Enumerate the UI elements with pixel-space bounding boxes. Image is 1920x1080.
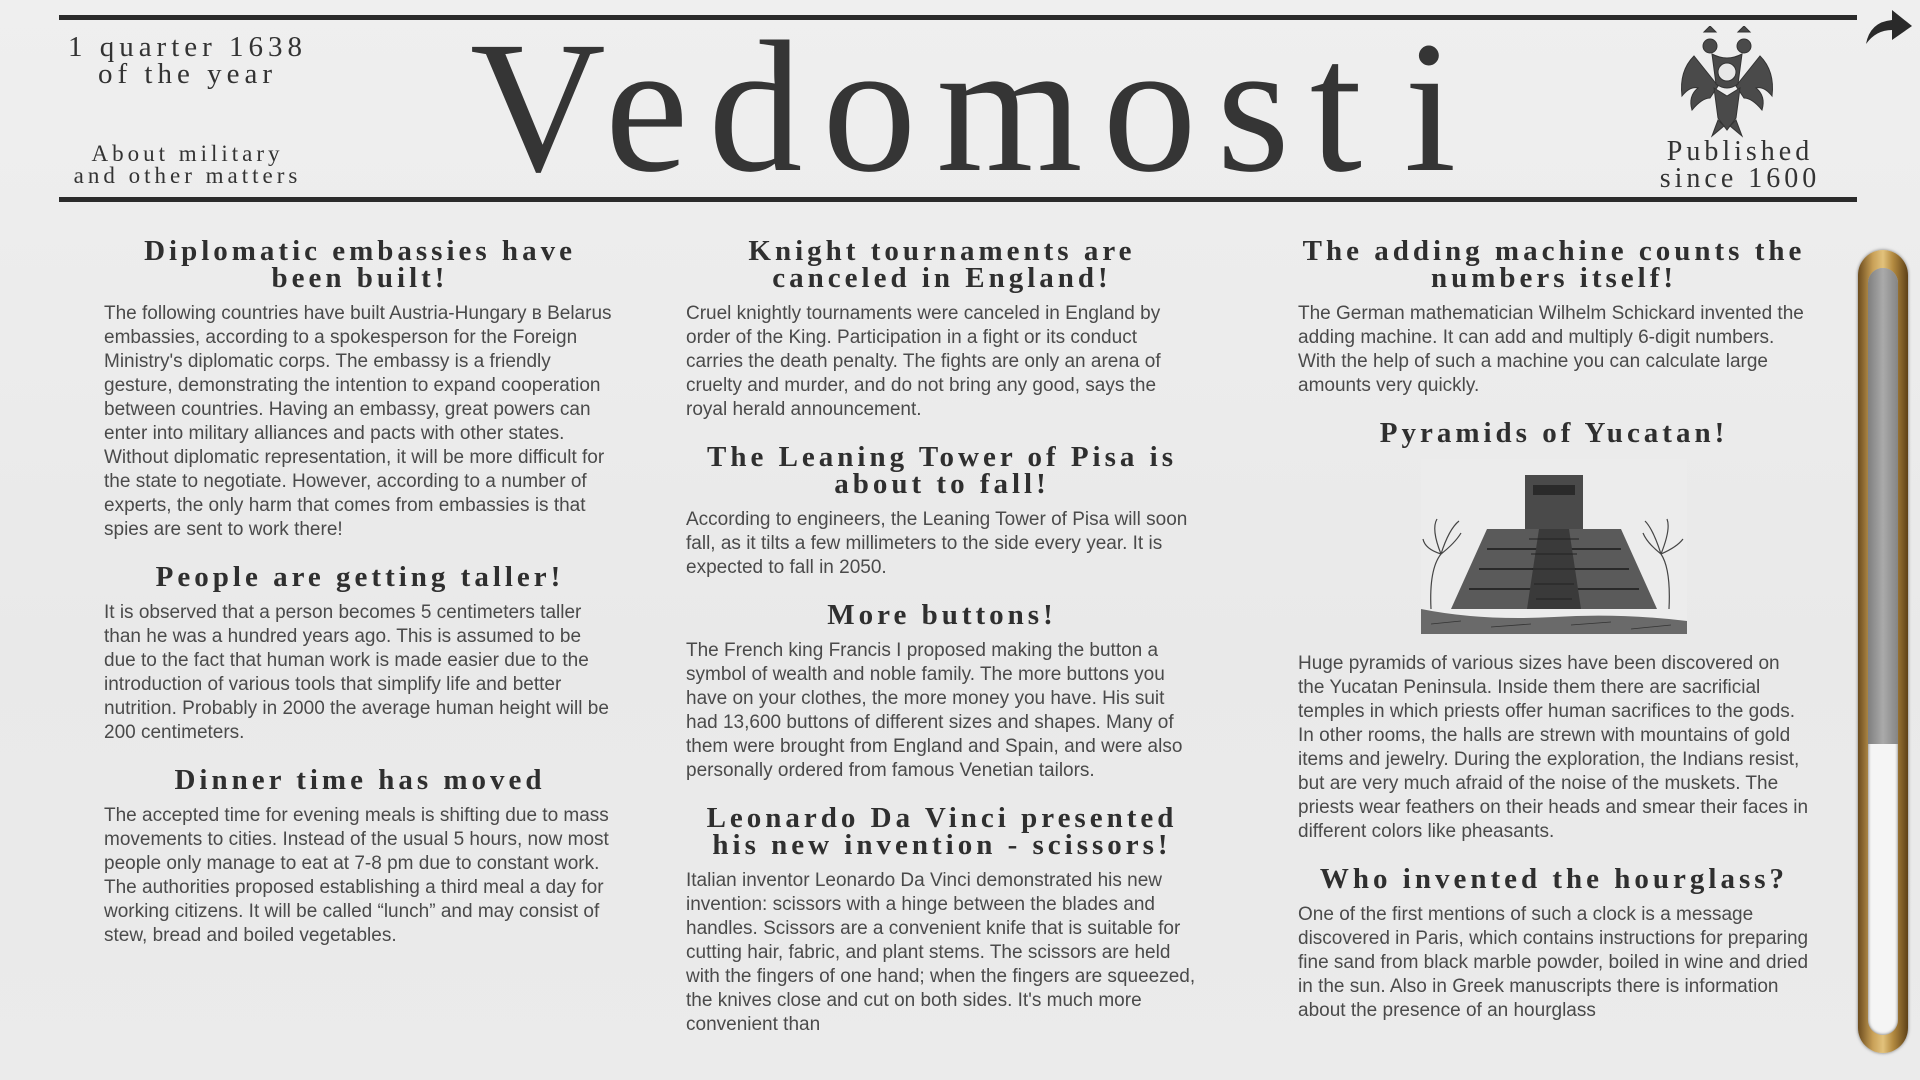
issue-topic <box>60 143 315 187</box>
issue-date <box>60 31 315 90</box>
article-dinner <box>104 764 616 948</box>
issue-topic-line2: and other matters <box>73 163 302 188</box>
article-body: The German mathematician Wilhelm Schickard invented the adding machine. It can add and multiply 6-digit numbers. With the help of such a machine you can calculate large amounts very quickly. <box>1298 303 1804 396</box>
article-headline: Knight tournaments are canceled in England! <box>748 235 1136 294</box>
article-body: The following countries have built Austria-Hungary в Belarus embassies, according to a spokesperson for the Foreign Ministry's diplomatic corps. The embassy is a friendly gesture, demonstrating the intention to expand cooperation between countries. Having an embassy, great powers can enter into military alliances and pacts with other states. Without diplomatic representation, it will be more difficult for the state to negotiate. However, according to a number of experts, the only harm that comes from embassies is that spies are sent to work there! <box>104 303 612 540</box>
title-t: t <box>1309 2 1405 211</box>
article-tournaments <box>686 235 1198 422</box>
article-body: It is observed that a person becomes 5 centimeters taller than he was a hundred years ago. This is assumed to be due to the fact that human work is made easier due to the introduction of various tools that simplify life and better nutrition. Probably in 2000 the average human height will be 200 centimeters. <box>104 602 609 743</box>
article-body: The French king Francis I proposed making the button a symbol of wealth and noble family. The more buttons you have on your clothes, the more money you have. His suit had 13,600 buttons of different sizes and shapes. Many of them were brought from England and Spain, and were also personally ordered from famous Venetian tailors. <box>686 640 1183 781</box>
published-line2: since 1600 <box>1659 163 1821 194</box>
article-headline: The Leaning Tower of Pisa is about to fall! <box>707 441 1177 500</box>
article-pyramids <box>1298 417 1810 844</box>
article-body: Huge pyramids of various sizes have been discovered on the Yucatan Peninsula. Inside them there are sacrificial temples in which priests offer human sacrifices to the gods. In other rooms, the halls are strewn with mountains of gold items and jewelry. During the exploration, the Indians resist, but are very much afraid of the noise of the muskets. The priests wear feathers on their heads and smear their faces in different colors like pheasants. <box>1298 653 1809 842</box>
article-headline: Leonardo Da Vinci presented his new invention - scissors! <box>706 802 1178 861</box>
column-middle <box>686 235 1198 1059</box>
pyramid-engraving-icon <box>1421 459 1687 634</box>
title-i: i <box>1404 2 1477 211</box>
article-body: According to engineers, the Leaning Tower of Pisa will soon fall, as it tilts a few millimeters to the side every year. It is expected to fall in 2050. <box>686 509 1188 578</box>
issue-date-line2: of the year <box>98 58 277 90</box>
newspaper-title <box>470 2 1477 211</box>
share-arrow-icon[interactable] <box>1862 8 1914 48</box>
article-taller <box>104 561 616 745</box>
article-body: One of the first mentions of such a clock is a message discovered in Paris, which contains instructions for preparing fine sand from black marble powder, boiled in wine and dried in the sun. Also in Greek manuscripts there is information about the presence of an hourglass <box>1298 904 1809 1021</box>
article-buttons <box>686 599 1198 783</box>
article-headline: More buttons! <box>827 599 1057 631</box>
article-headline: The adding machine counts the numbers itself! <box>1302 235 1806 294</box>
column-right <box>1298 235 1810 1045</box>
article-embassies <box>104 235 616 542</box>
published-line1: Published <box>1666 136 1814 167</box>
article-body: The accepted time for evening meals is shifting due to mass movements to cities. Instead of the usual 5 hours, now most people only manage to eat at 7-8 pm due to constant work. The authorities proposed establishing a third meal a day for working citizens. It will be called “lunch” and may consist of stew, bread and boiled vegetables. <box>104 805 609 946</box>
column-left <box>104 235 616 970</box>
article-body: Italian inventor Leonardo Da Vinci demonstrated his new invention: scissors with a hinge between the blades and handles. Scissors are a convenient knife that is suitable for cutting hair, fabric, and plant stems. The scissors are held with the fingers of one hand; when the fingers are squeezed, the knives close and cut on both sides. It's much more convenient than <box>686 870 1196 1035</box>
article-headline: Diplomatic embassies have been built! <box>144 235 576 294</box>
article-pisa <box>686 441 1198 580</box>
article-headline: People are getting taller! <box>155 561 565 593</box>
article-hourglass <box>1298 863 1810 1023</box>
article-headline: Pyramids of Yucatan! <box>1379 417 1729 449</box>
scrollbar-track[interactable] <box>1868 268 1898 1035</box>
double-headed-eagle-icon <box>1674 26 1780 138</box>
article-body: Cruel knightly tournaments were canceled in England by order of the King. Participation in a fight or its conduct carries the death penalty. The fights are only an arena of cruelty and murder, and do not bring any good, says the royal herald announcement. <box>686 303 1161 420</box>
article-adding-machine <box>1298 235 1810 398</box>
issue-topic-line1: About military <box>91 141 284 166</box>
scrollbar-thumb[interactable] <box>1868 268 1898 744</box>
title-main: Vedomos <box>470 2 1310 211</box>
scrollbar-frame[interactable] <box>1858 250 1908 1053</box>
issue-date-line1: 1 quarter 1638 <box>67 31 308 63</box>
article-scissors <box>686 802 1198 1037</box>
article-headline: Who invented the hourglass? <box>1319 863 1789 895</box>
published-since <box>1630 138 1850 192</box>
article-headline: Dinner time has moved <box>174 764 546 796</box>
